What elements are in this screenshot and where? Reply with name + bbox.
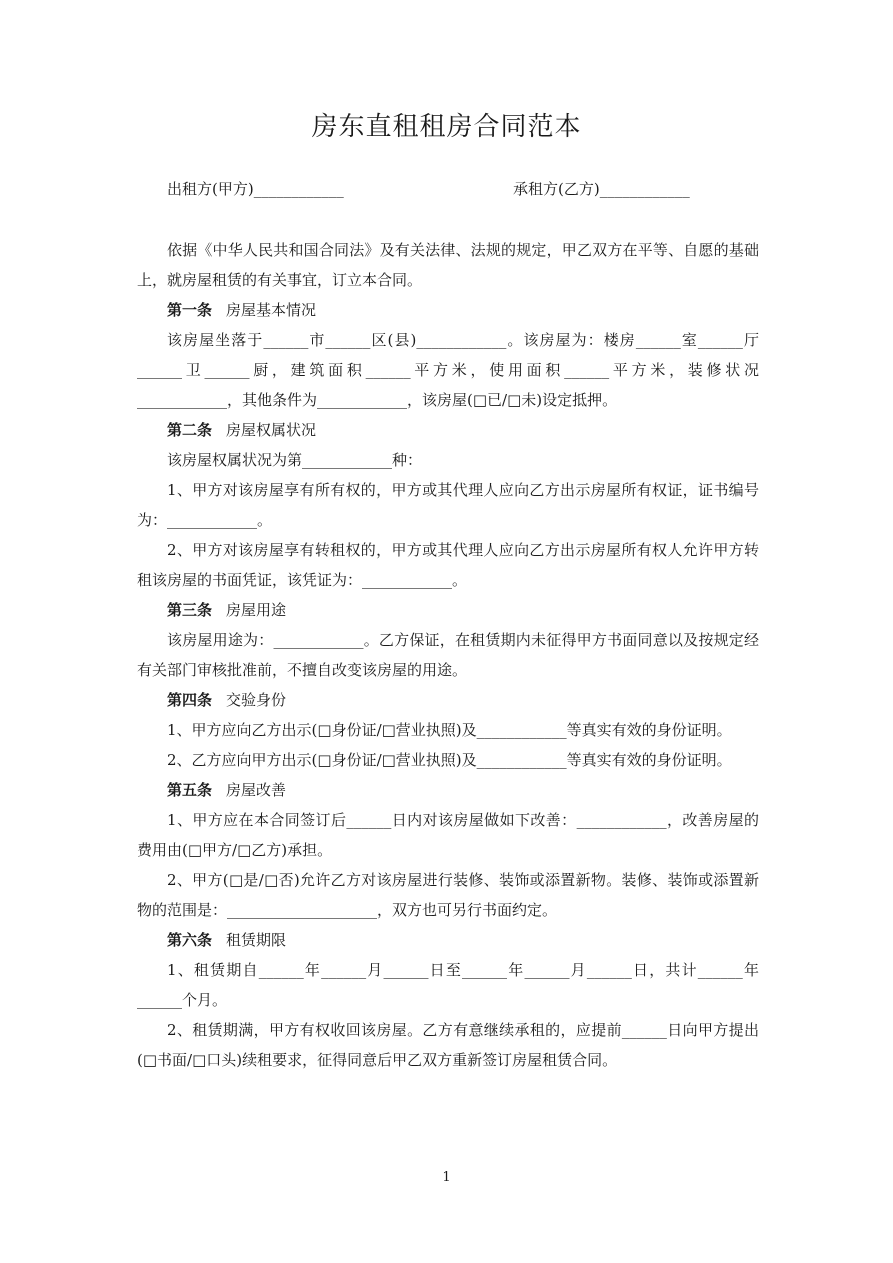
article-paragraph: 1、甲方应向乙方出示(□身份证/□营业执照)及____________等真实有效的身份证明。 [167, 721, 732, 739]
article-heading [137, 925, 759, 955]
article-paragraph: 2、甲方(□是/□否)允许乙方对该房屋进行装修、装饰或添置新物。装修、装饰或添置新物的范围是：____________________，双方也可另行书面约定。 [137, 871, 759, 919]
article-paragraph: 该房屋权属状况为第____________种： [167, 451, 423, 469]
lessor-field: 出租方(甲方)____________ [167, 180, 344, 198]
article-number: 第一条 [167, 301, 213, 319]
article-paragraph: 2、租赁期满，甲方有权收回该房屋。乙方有意继续承租的，应提前______日向甲方提出(□书面/□口头)续租要求，征得同意后甲乙双方重新签订房屋租赁合同。 [137, 1021, 759, 1069]
article-title: 交验身份 [226, 691, 287, 709]
article-heading [137, 295, 759, 325]
article-number: 第五条 [167, 781, 213, 799]
article-title: 房屋基本情况 [226, 301, 317, 319]
contract-body [137, 235, 759, 1075]
article-paragraph: 1、甲方应在本合同签订后______日内对该房屋做如下改善：____________，改善房屋的费用由(□甲方/□乙方)承担。 [137, 811, 759, 859]
lessee-field: 承租方(乙方)____________ [513, 180, 690, 198]
article-paragraph: 1、租赁期自______年______月______日至______年______月______日，共计______年______个月。 [137, 961, 759, 1009]
article-paragraph: 该房屋坐落于______市______区(县)____________。该房屋为：楼房______室______厅______卫______厨，建筑面积______平方米，使用面积______平方米，装修状况____________，其他条件为____________，该房屋(□已/□未)设定抵押。 [137, 331, 759, 409]
article-heading [137, 685, 759, 715]
article-heading [137, 415, 759, 445]
preamble: 依据《中华人民共和国合同法》及有关法律、法规的规定，甲乙双方在平等、自愿的基础上，就房屋租赁的有关事宜，订立本合同。 [137, 241, 759, 289]
article-paragraph: 该房屋用途为：____________。乙方保证，在租赁期内未征得甲方书面同意以及按规定经有关部门审核批准前，不擅自改变该房屋的用途。 [137, 631, 759, 679]
article-title: 房屋改善 [226, 781, 287, 799]
article-title: 租赁期限 [226, 931, 287, 949]
document-title: 房东直租租房合同范本 [311, 112, 582, 142]
article-number: 第四条 [167, 691, 213, 709]
article-number: 第二条 [167, 421, 213, 439]
article-heading [137, 595, 759, 625]
article-paragraph: 2、甲方对该房屋享有转租权的，甲方或其代理人应向乙方出示房屋所有权人允许甲方转租该房屋的书面凭证，该凭证为：____________。 [137, 541, 759, 589]
article-title: 房屋权属状况 [226, 421, 317, 439]
article-title: 房屋用途 [226, 601, 287, 619]
article-paragraph: 1、甲方对该房屋享有所有权的，甲方或其代理人应向乙方出示房屋所有权证，证书编号为：____________。 [137, 481, 759, 529]
article-heading [137, 775, 759, 805]
article-number: 第六条 [167, 931, 213, 949]
article-number: 第三条 [167, 601, 213, 619]
page-number: 1 [442, 1170, 451, 1185]
article-paragraph: 2、乙方应向甲方出示(□身份证/□营业执照)及____________等真实有效的身份证明。 [167, 751, 732, 769]
